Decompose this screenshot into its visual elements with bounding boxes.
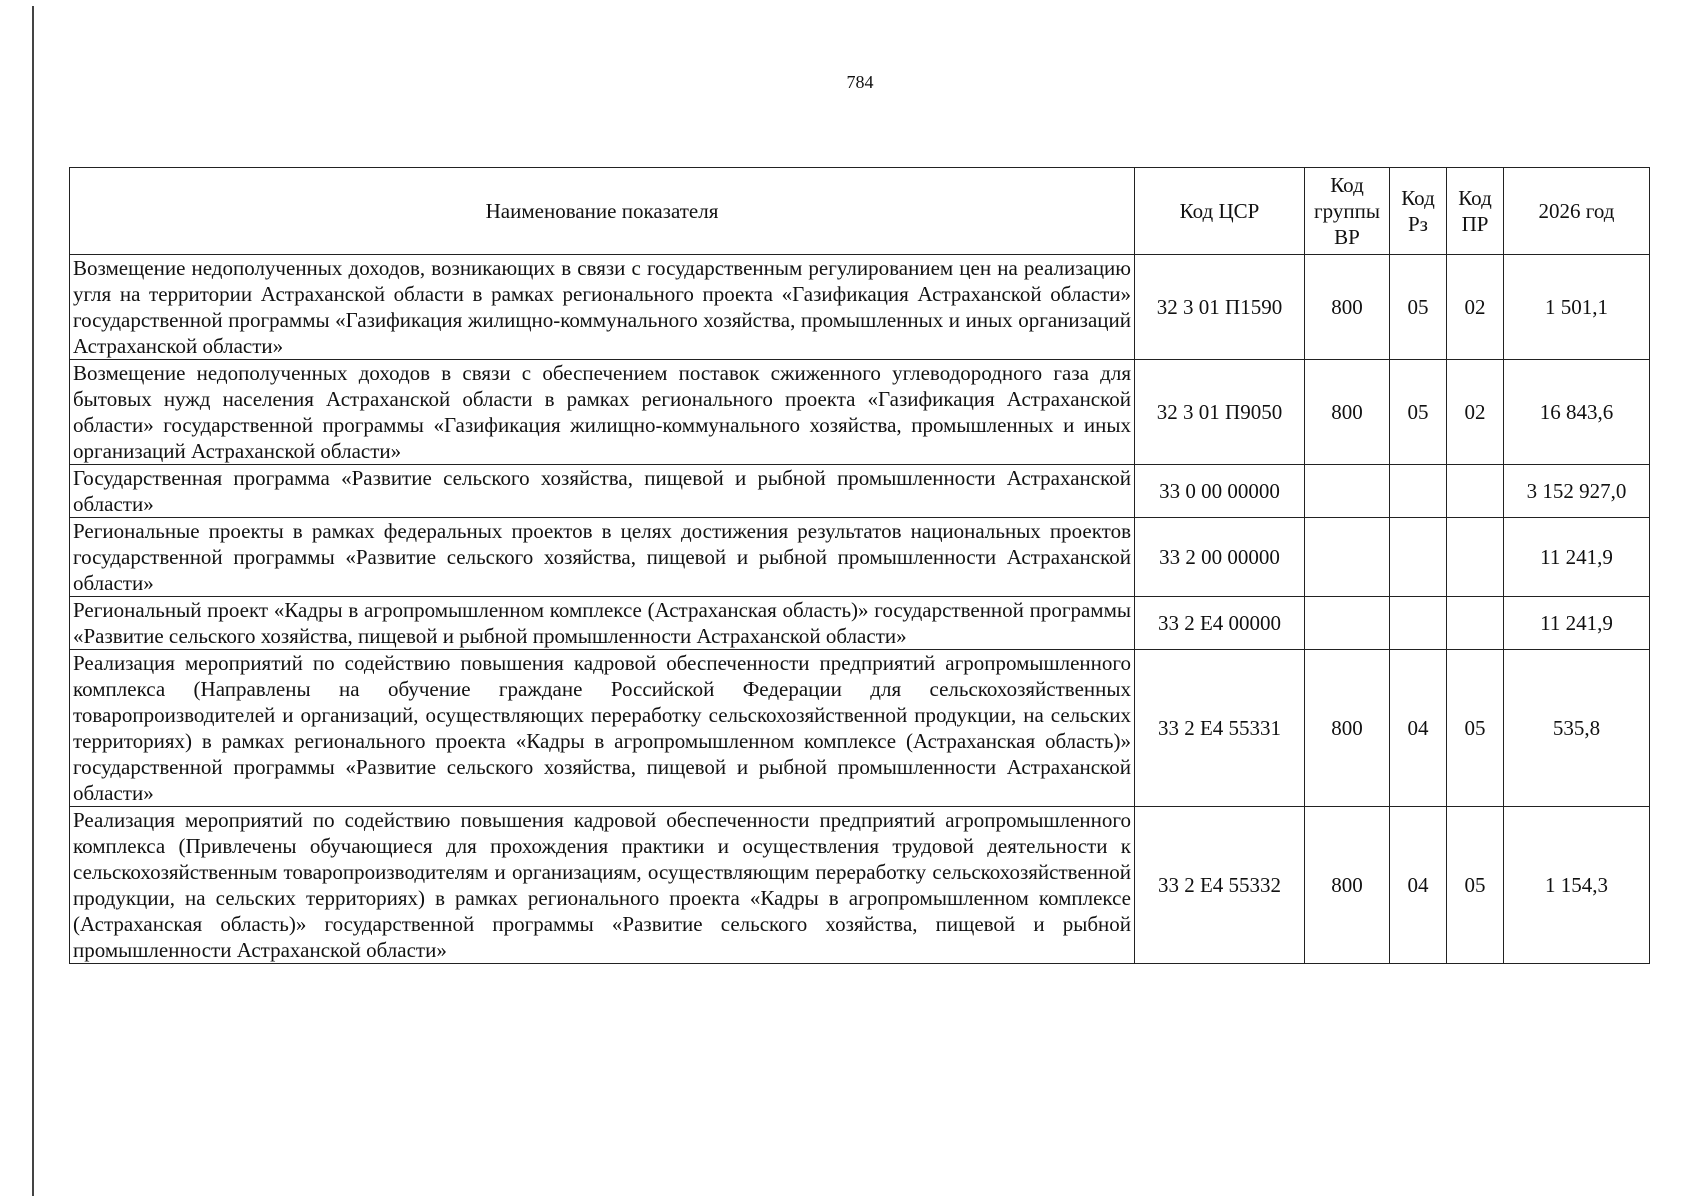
budget-table: [69, 167, 1650, 964]
row-name: Реализация мероприятий по содействию повышения кадровой обеспеченности предприятий агропромышленного комплекса (Привлечены обучающиеся для прохождения практики и осуществления трудовой деятельности к сельскохозяйственным товаропроизводителям и организациям, осуществляющим переработку сельскохозяйственной продукции, на сельских территориях) в рамках регионального проекта «Кадры в агропромышленном комплексе (Астраханская область)» государственной программы «Развитие сельского хозяйства, пищевой и рыбной промышленности Астраханской области»: [70, 807, 1135, 964]
row-csr: 32 3 01 П1590: [1135, 255, 1305, 360]
row-rz: [1390, 465, 1447, 518]
row-name: Государственная программа «Развитие сельского хозяйства, пищевой и рыбной промышленности Астраханской области»: [70, 465, 1135, 518]
header-vr: Код группы ВР: [1305, 168, 1390, 255]
table-row: [70, 255, 1650, 360]
header-pr: Код ПР: [1447, 168, 1504, 255]
row-vr: [1305, 518, 1390, 597]
header-name: Наименование показателя: [70, 168, 1135, 255]
row-amount: 11 241,9: [1504, 518, 1650, 597]
row-name: Возмещение недополученных доходов в связи с обеспечением поставок сжиженного углеводородного газа для бытовых нужд населения Астраханской области в рамках регионального проекта «Газификация Астраханской области» государственной программы «Газификация жилищно-коммунального хозяйства, промышленных и иных организаций Астраханской области»: [70, 360, 1135, 465]
row-pr: [1447, 465, 1504, 518]
table-row: [70, 597, 1650, 650]
row-name: Региональные проекты в рамках федеральных проектов в целях достижения результатов национальных проектов государственной программы «Развитие сельского хозяйства, пищевой и рыбной промышленности Астраханской области»: [70, 518, 1135, 597]
row-rz: 05: [1390, 255, 1447, 360]
page-number: 784: [846, 72, 874, 92]
row-pr: [1447, 597, 1504, 650]
row-pr: 02: [1447, 360, 1504, 465]
row-amount: 1 501,1: [1504, 255, 1650, 360]
row-rz: [1390, 518, 1447, 597]
row-rz: 04: [1390, 650, 1447, 807]
row-pr: [1447, 518, 1504, 597]
header-rz: Код Рз: [1390, 168, 1447, 255]
header-year: 2026 год: [1504, 168, 1650, 255]
row-csr: 33 2 Е4 55332: [1135, 807, 1305, 964]
row-amount: 535,8: [1504, 650, 1650, 807]
row-pr: 02: [1447, 255, 1504, 360]
row-csr: 33 2 Е4 00000: [1135, 597, 1305, 650]
row-vr: [1305, 465, 1390, 518]
row-amount: 11 241,9: [1504, 597, 1650, 650]
row-amount: 1 154,3: [1504, 807, 1650, 964]
row-pr: 05: [1447, 807, 1504, 964]
table-row: [70, 465, 1650, 518]
table-row: [70, 650, 1650, 807]
row-csr: 33 2 Е4 55331: [1135, 650, 1305, 807]
row-csr: 33 2 00 00000: [1135, 518, 1305, 597]
row-amount: 3 152 927,0: [1504, 465, 1650, 518]
left-margin-line: [32, 6, 34, 1196]
row-pr: 05: [1447, 650, 1504, 807]
table-row: [70, 360, 1650, 465]
row-name: Региональный проект «Кадры в агропромышленном комплексе (Астраханская область)» государственной программы «Развитие сельского хозяйства, пищевой и рыбной промышленности Астраханской области»: [70, 597, 1135, 650]
row-csr: 33 0 00 00000: [1135, 465, 1305, 518]
row-vr: [1305, 597, 1390, 650]
header-csr: Код ЦСР: [1135, 168, 1305, 255]
row-csr: 32 3 01 П9050: [1135, 360, 1305, 465]
row-rz: 04: [1390, 807, 1447, 964]
table-header-row: [70, 168, 1650, 255]
row-name: Возмещение недополученных доходов, возникающих в связи с государственным регулированием цен на реализацию угля на территории Астраханской области в рамках регионального проекта «Газификация Астраханской области» государственной программы «Газификация жилищно-коммунального хозяйства, промышленных и иных организаций Астраханской области»: [70, 255, 1135, 360]
table-row: [70, 518, 1650, 597]
row-vr: 800: [1305, 360, 1390, 465]
row-amount: 16 843,6: [1504, 360, 1650, 465]
row-rz: [1390, 597, 1447, 650]
row-name: Реализация мероприятий по содействию повышения кадровой обеспеченности предприятий агропромышленного комплекса (Направлены на обучение граждане Российской Федерации для сельскохозяйственных товаропроизводителей и организаций, осуществляющих переработку сельскохозяйственной продукции, на сельских территориях) в рамках регионального проекта «Кадры в агропромышленном комплексе (Астраханская область)» государственной программы «Развитие сельского хозяйства, пищевой и рыбной промышленности Астраханской области»: [70, 650, 1135, 807]
row-vr: 800: [1305, 650, 1390, 807]
row-vr: 800: [1305, 255, 1390, 360]
row-rz: 05: [1390, 360, 1447, 465]
row-vr: 800: [1305, 807, 1390, 964]
table-row: [70, 807, 1650, 964]
